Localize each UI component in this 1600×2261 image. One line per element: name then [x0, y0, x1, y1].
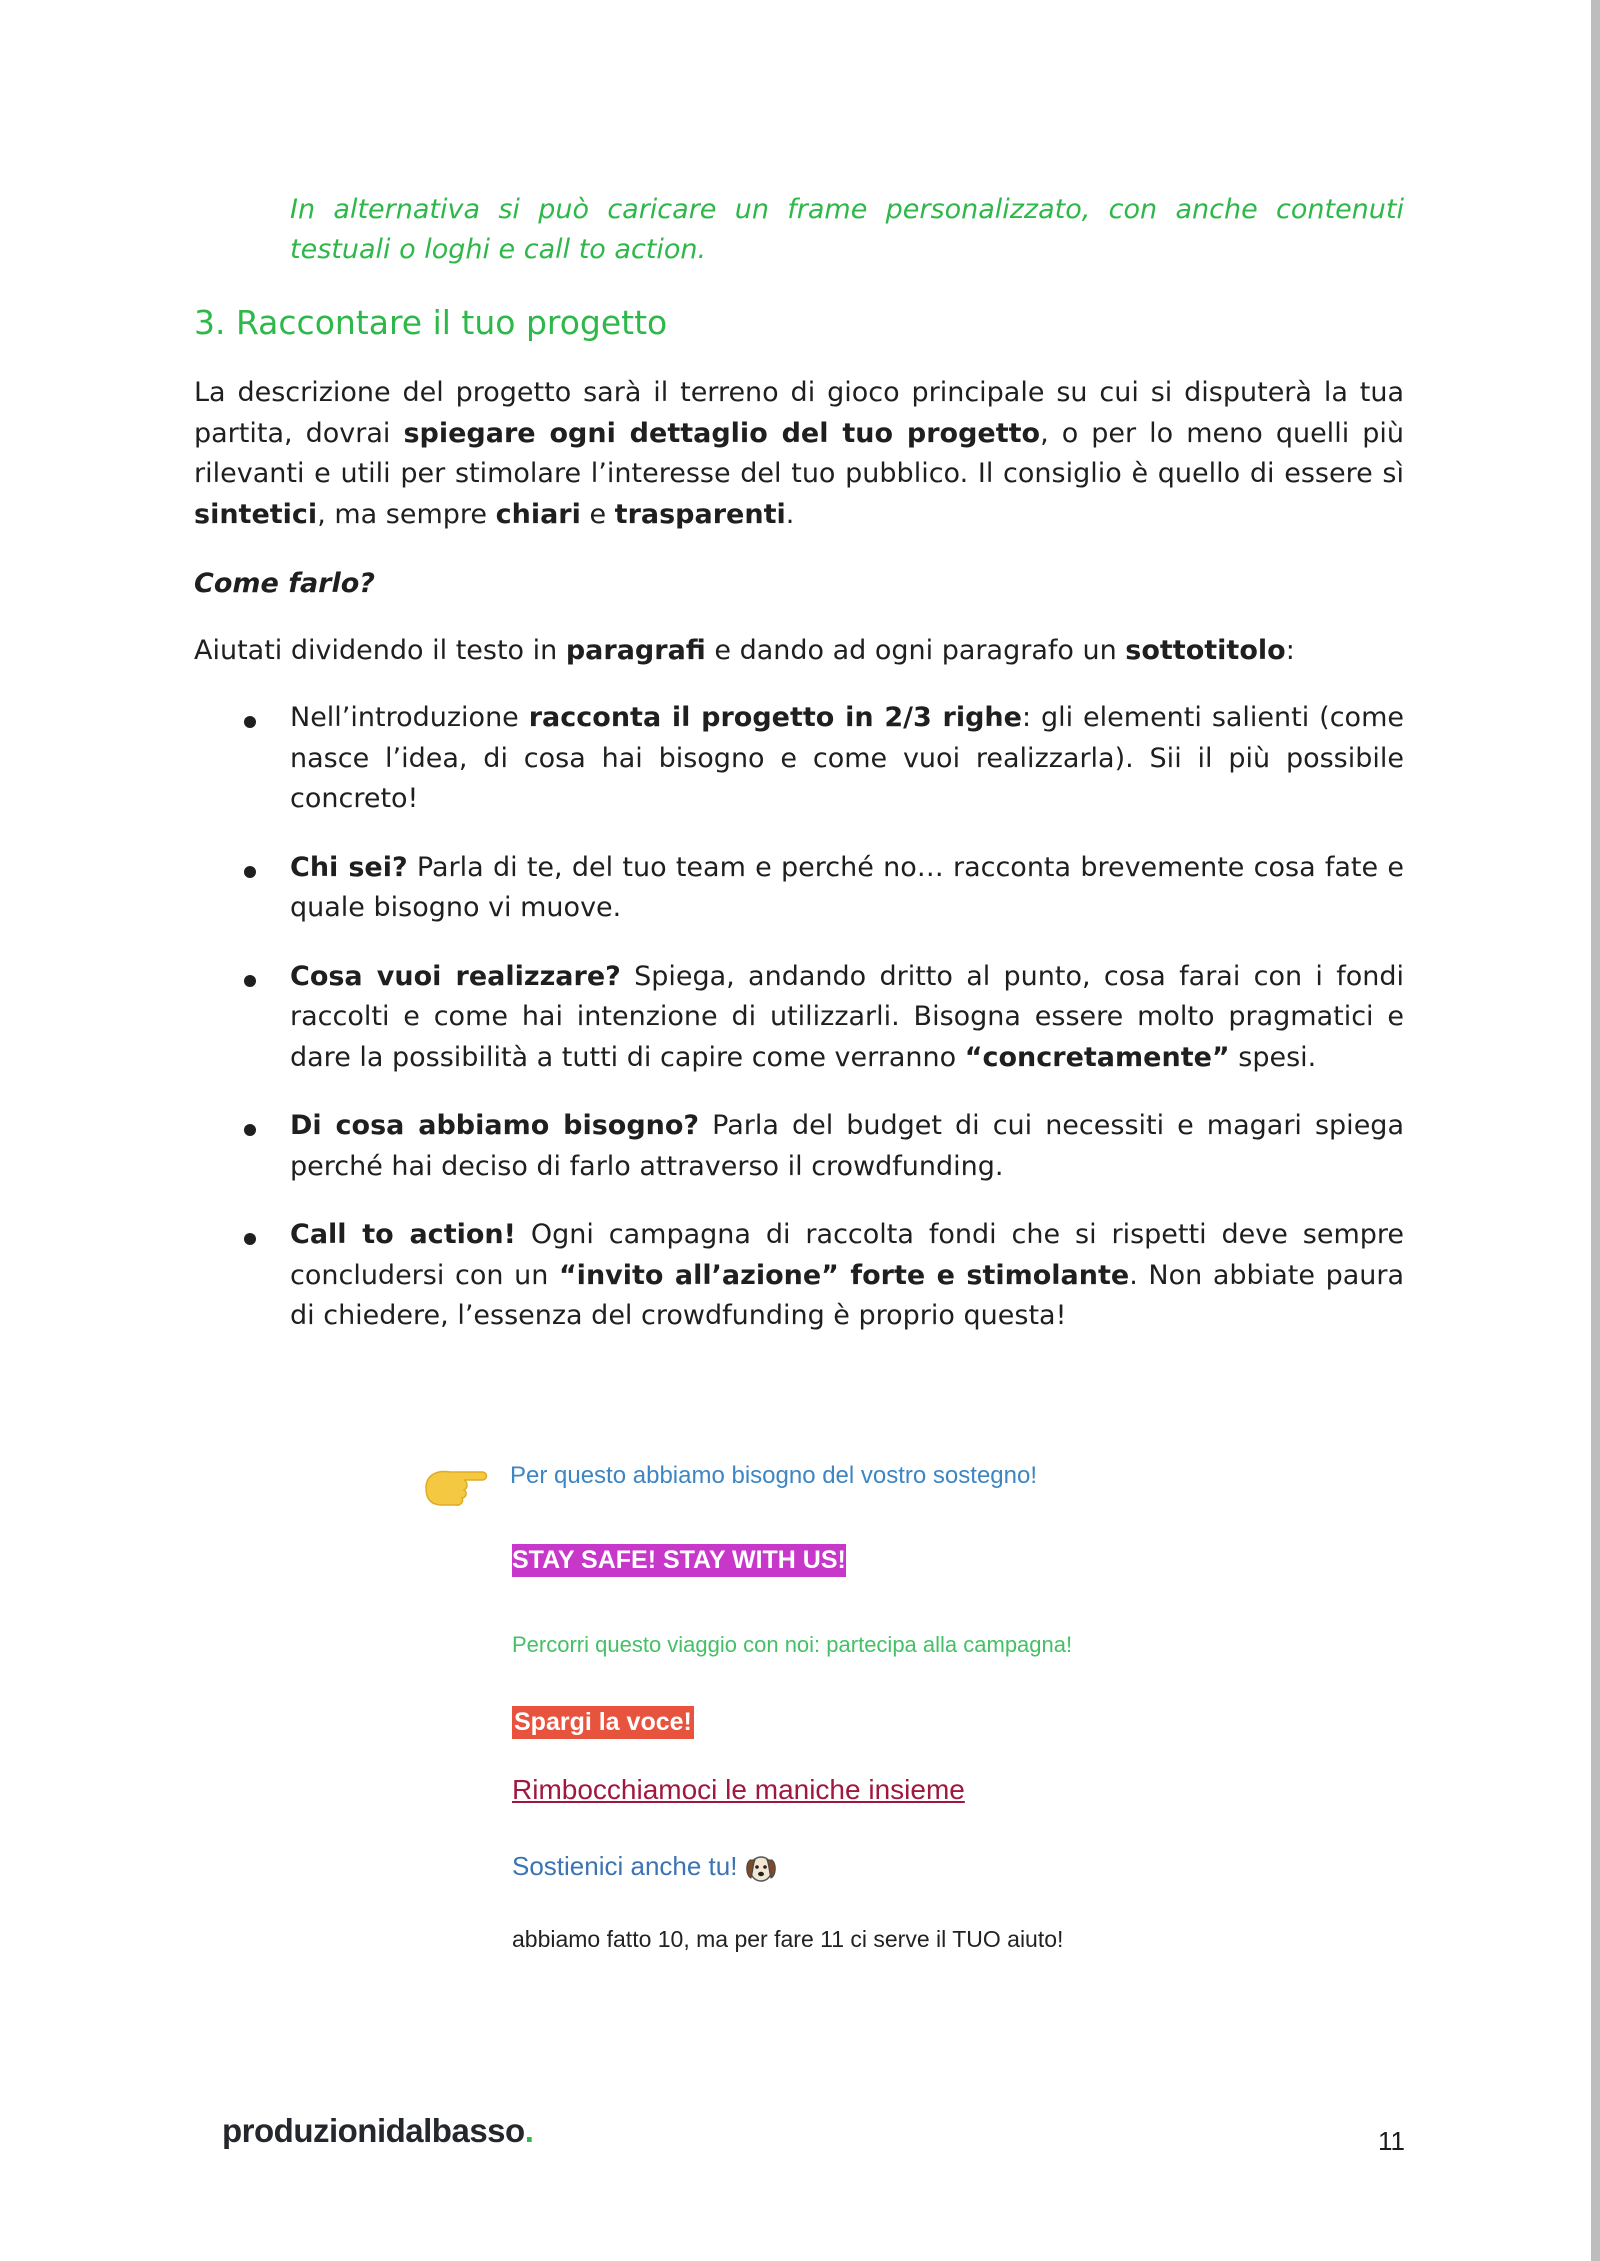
page-number: 11 [1378, 2126, 1405, 2156]
example-line-rimbocchiamoci: Rimbocchiamoci le maniche insieme [512, 1774, 965, 1805]
intro-italic-text: In alternativa si può caricare un frame personalizzato, con anche contenuti testuali o loghi e call to action. [290, 194, 1404, 265]
bullet-icon [244, 975, 256, 987]
example-line-percorri: Percorri questo viaggio con noi: partecipa alla campagna! [512, 1632, 1073, 1657]
list-item: Cosa vuoi realizzare? Spiega, andando dritto al punto, cosa farai con i fondi raccolti e come hai intenzione di utilizzarli. Bisogna essere molto pragmatici e dare la possibilità a tutti di capire come verranno “concretamente” spesi. [194, 957, 1404, 1079]
section-heading: 3. Raccontare il tuo progetto [194, 303, 668, 342]
bullet-icon [244, 1233, 256, 1245]
brand-logo: produzionidalbasso. [222, 2112, 534, 2149]
pointing-hand-icon [420, 1458, 490, 1512]
example-line-sostienici: Sostienici anche tu! [512, 1850, 779, 1886]
tips-list [194, 698, 1404, 1365]
list-item: Call to action! Ogni campagna di raccolta fondi che si rispetti deve sempre concludersi con un “invito all’azione” forte e stimolante. Non abbiate paura di chiedere, l’essenza del crowdfunding è proprio questa! [194, 1215, 1404, 1337]
example-line-stay-safe: STAY SAFE! STAY WITH US! [512, 1544, 846, 1577]
list-item: Nell’introduzione racconta il progetto in 2/3 righe: gli elementi salienti (come nasce l’idea, di cosa hai bisogno e come vuoi realizzarla). Sii il più possibile concreto! [194, 698, 1404, 820]
example-line-sostegno: Per questo abbiamo bisogno del vostro sostegno! [510, 1462, 1038, 1489]
example-line-abbiamo-fatto: abbiamo fatto 10, ma per fare 11 ci serve il TUO aiuto! [512, 1926, 1064, 1952]
subheading-come-farlo: Come farlo? [194, 568, 375, 599]
bullet-icon [244, 1124, 256, 1136]
list-item: Di cosa abbiamo bisogno? Parla del budget di cui necessiti e magari spiega perché hai deciso di farlo attraverso il crowdfunding. [194, 1106, 1404, 1187]
section-paragraph-2: Aiutati dividendo il testo in paragrafi e dando ad ogni paragrafo un sottotitolo: [194, 635, 1295, 666]
bullet-icon [244, 866, 256, 878]
dog-face-icon [743, 1850, 779, 1886]
section-paragraph-1: La descrizione del progetto sarà il terreno di gioco principale su cui si disputerà la tua partita, dovrai spiegare ogni dettaglio del tuo progetto, o per lo meno quelli più rilevanti e utili per stimolare l’interesse del tuo pubblico. Il consiglio è quello di essere sì sintetici, ma sempre chiari e trasparenti. [194, 377, 1404, 530]
list-item: Chi sei? Parla di te, del tuo team e perché no… racconta brevemente cosa fate e quale bisogno vi muove. [194, 848, 1404, 929]
bullet-icon [244, 716, 256, 728]
page-edge-shadow [1591, 0, 1600, 2261]
call-to-action-examples-image [420, 1448, 1180, 1983]
example-line-spargi-voce: Spargi la voce! [512, 1706, 694, 1739]
